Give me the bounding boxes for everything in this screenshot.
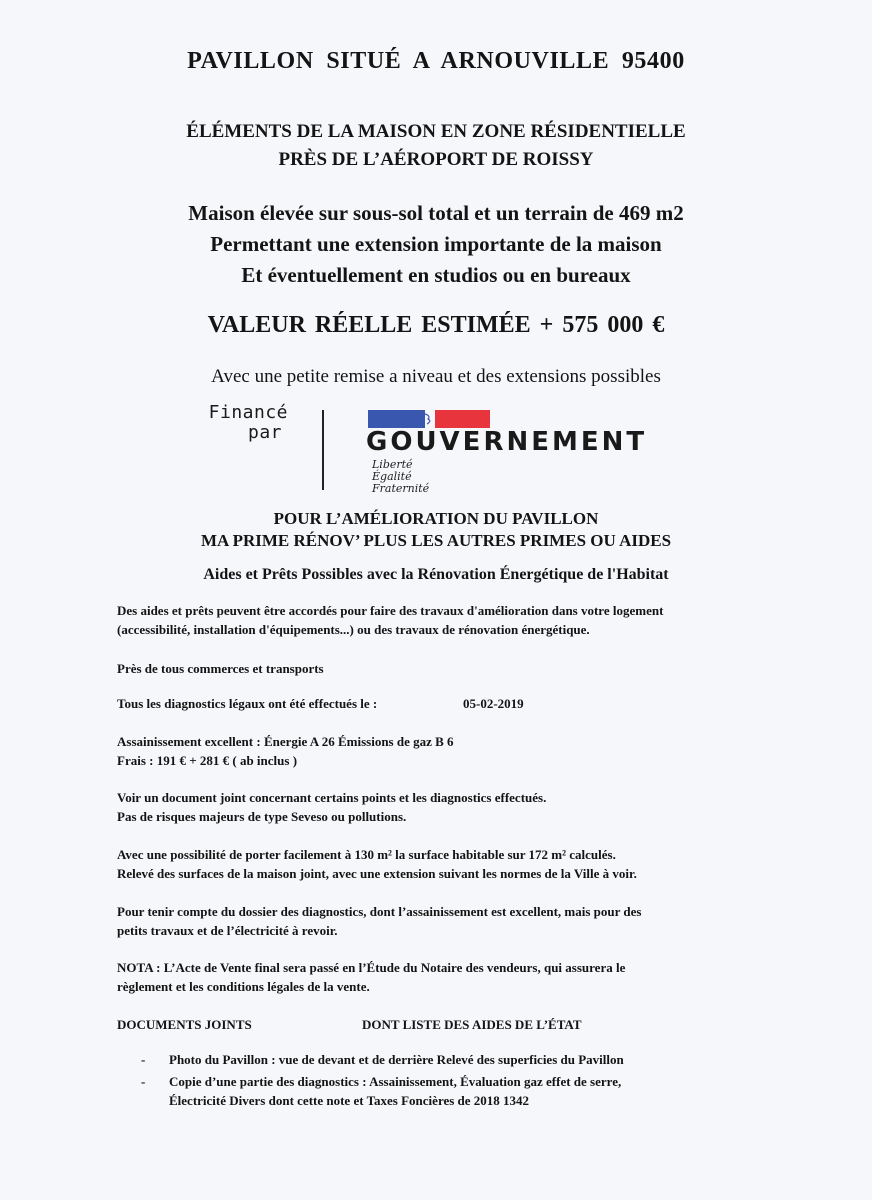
- nota-text: [117, 958, 625, 996]
- motto-line: Égalité: [372, 470, 412, 483]
- document-joint-text: [117, 788, 546, 826]
- valuation-heading: VALEUR RÉELLE ESTIMÉE + 575 000 €: [207, 312, 665, 338]
- surface-line: Avec une possibilité de porter facilement à 130 m² la surface habitable sur 172 m² calculés.: [117, 847, 616, 862]
- description-line: Permettant une extension importante de la maison: [210, 232, 662, 256]
- government-motto: [372, 459, 429, 495]
- aides-text: [117, 601, 663, 639]
- page-title: PAVILLON SITUÉ A ARNOUVILLE 95400: [187, 48, 685, 74]
- surface-text: [117, 845, 637, 883]
- flag-red-band: [435, 410, 490, 428]
- list-item-text: Photo du Pavillon : vue de devant et de derrière Relevé des superficies du Pavillon: [169, 1052, 624, 1067]
- diagnostics-date: 05-02-2019: [463, 696, 524, 711]
- list-item: [141, 1050, 145, 1069]
- document-joint-line: Pas de risques majeurs de type Seveso ou pollutions.: [117, 809, 407, 824]
- list-dash: -: [141, 1074, 146, 1089]
- documents-joints-label: DOCUMENTS JOINTS: [117, 1017, 252, 1032]
- financed-by-line: Financé: [208, 402, 288, 423]
- diagnostics-label: Tous les diagnostics légaux ont été effectués le :: [117, 696, 378, 711]
- description-line: Maison élevée sur sous-sol total et un terrain de 469 m2: [188, 201, 684, 225]
- document-joint-line: Voir un document joint concernant certains points et les diagnostics effectués.: [117, 790, 547, 805]
- list-item-text: Copie d’une partie des diagnostics : Assainissement, Évaluation gaz effet de serre,: [169, 1074, 622, 1089]
- motto-line: Fraternité: [372, 482, 430, 495]
- motto-line: Liberté: [372, 458, 413, 471]
- french-flag-icon: [368, 410, 490, 428]
- dossier-line: petits travaux et de l’électricité à revoir.: [117, 923, 338, 938]
- remise-text: Avec une petite remise a niveau et des extensions possibles: [211, 366, 661, 387]
- improvement-line: POUR L’AMÉLIORATION DU PAVILLON: [273, 509, 599, 528]
- list-item-continuation: Électricité Divers dont cette note et Taxes Foncières de 2018 1342: [169, 1093, 530, 1108]
- subtitle-block: [0, 118, 872, 174]
- subtitle-line: PRÈS DE L’AÉROPORT DE ROISSY: [278, 149, 594, 170]
- description-block: [0, 198, 872, 291]
- nota-line: NOTA : L’Acte de Vente final sera passé en l’Étude du Notaire des vendeurs, qui assurera le: [117, 960, 626, 975]
- assainissement-line: Assainissement excellent : Énergie A 26 Émissions de gaz B 6: [117, 734, 454, 749]
- subtitle-line: ÉLÉMENTS DE LA MAISON EN ZONE RÉSIDENTIELLE: [186, 121, 686, 142]
- flag-white-band: [425, 410, 435, 428]
- financed-by-line: par: [247, 422, 282, 443]
- list-item: [141, 1072, 145, 1091]
- surface-line: Relevé des surfaces de la maison joint, avec une extension suivant les normes de la Ville à voir.: [117, 866, 637, 881]
- government-logo-text: GOUVERNEMENT: [366, 427, 648, 457]
- marianne-profile-icon: [425, 410, 435, 428]
- documents-joints-right: DONT LISTE DES AIDES DE L’ÉTAT: [362, 1017, 582, 1032]
- nota-line: règlement et les conditions légales de la vente.: [117, 979, 370, 994]
- improvement-heading: [0, 508, 872, 552]
- aides-text-line: Des aides et prêts peuvent être accordés pour faire des travaux d'amélioration dans votre logement: [117, 603, 664, 618]
- improvement-line: MA PRIME RÉNOV’ PLUS LES AUTRES PRIMES OU AIDES: [200, 531, 672, 550]
- financed-by-label: [124, 403, 288, 443]
- dossier-text: [117, 902, 641, 940]
- logo-divider: [322, 410, 324, 490]
- description-line: Et éventuellement en studios ou en bureaux: [241, 263, 631, 287]
- frais-line: Frais : 191 € + 281 € ( ab inclus ): [117, 753, 298, 768]
- list-dash: -: [141, 1052, 146, 1067]
- dossier-line: Pour tenir compte du dossier des diagnostics, dont l’assainissement est excellent, mais pour des: [117, 904, 642, 919]
- commerces-text: Près de tous commerces et transports: [117, 661, 324, 676]
- flag-blue-band: [368, 410, 425, 428]
- aides-text-line: (accessibilité, installation d'équipements...) ou des travaux de rénovation énergétique.: [117, 622, 590, 637]
- aides-title: Aides et Prêts Possibles avec la Rénovation Énergétique de l'Habitat: [203, 566, 669, 583]
